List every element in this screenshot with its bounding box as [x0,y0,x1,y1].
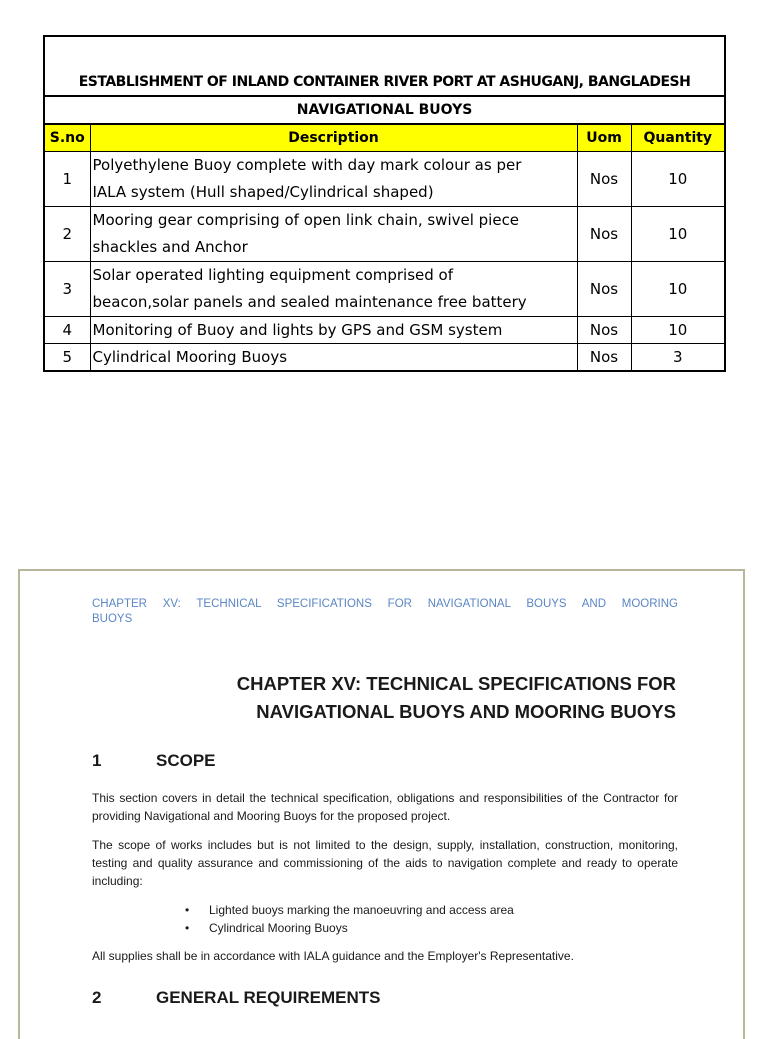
running-header-line: BUOYS [92,613,133,625]
description-line: Solar operated lighting equipment comprised of [92,266,454,284]
cell-uom: Nos [577,207,631,262]
cell-sno: 5 [44,344,90,372]
table-row [44,317,725,344]
section-title: SCOPE [156,751,216,770]
chapter-title [237,670,676,726]
cell-description: Monitoring of Buoy and lights by GPS and GSM system [90,317,577,344]
bullet-icon: • [185,921,190,935]
cell-sno: 4 [44,317,90,344]
cell-quantity: 10 [631,207,725,262]
cell-uom: Nos [577,262,631,317]
paragraph: This section covers in detail the technical specification, obligations and responsibilities of the Contractor for providing Navigational and Mooring Buoys for the proposed project. [92,791,678,823]
paragraph: The scope of works includes but is not limited to the design, supply, installation, construction, monitoring, testing and quality assurance and commissioning of the aids to navigation complete and ready to operate including: [92,838,678,888]
chapter-title-line: NAVIGATIONAL BUOYS AND MOORING BUOYS [256,701,676,722]
description-line: IALA system (Hull shaped/Cylindrical shaped) [92,183,434,201]
table-row [44,262,725,317]
cell-uom: Nos [577,344,631,372]
description-line: Polyethylene Buoy complete with day mark colour as per [92,156,522,174]
cell-uom: Nos [577,317,631,344]
cell-description: Cylindrical Mooring Buoys [90,344,577,372]
list-item-text: Cylindrical Mooring Buoys [209,921,348,935]
document-page-preview [18,569,745,1039]
table-header-row [44,124,725,152]
table-row [44,344,725,372]
running-header [92,597,678,627]
description-line: shackles and Anchor [92,238,248,256]
column-header-uom: Uom [577,124,631,152]
cell-description [90,262,577,317]
section-number: 2 [92,988,102,1007]
description-line: Mooring gear comprising of open link chain, swivel piece [92,211,520,229]
list-item [185,901,514,919]
cell-description [90,207,577,262]
column-header-quantity: Quantity [631,124,725,152]
bullet-list [185,901,514,937]
cell-description [90,152,577,207]
section-number: 1 [92,751,102,770]
table-title: ESTABLISHMENT OF INLAND CONTAINER RIVER PORT AT ASHUGANJ, BANGLADESH [44,36,725,96]
cell-sno: 2 [44,207,90,262]
cell-quantity: 3 [631,344,725,372]
buoys-table [43,35,726,372]
description-line: beacon,solar panels and sealed maintenance free battery [92,293,527,311]
column-header-sno: S.no [44,124,90,152]
table-subtitle: NAVIGATIONAL BUOYS [44,96,725,124]
section-title: GENERAL REQUIREMENTS [156,988,381,1007]
chapter-title-line: CHAPTER XV: TECHNICAL SPECIFICATIONS FOR [236,673,676,694]
cell-quantity: 10 [631,262,725,317]
bullet-icon: • [185,903,190,917]
running-header-line: CHAPTER XV: TECHNICAL SPECIFICATIONS FOR NAVIGATIONAL BOUYS AND MOORING [92,598,678,610]
table-row [44,152,725,207]
list-item-text: Lighted buoys marking the manoeuvring and access area [209,903,514,917]
cell-sno: 1 [44,152,90,207]
column-header-description: Description [90,124,577,152]
cell-quantity: 10 [631,152,725,207]
paragraph: All supplies shall be in accordance with IALA guidance and the Employer's Representative. [92,949,574,963]
cell-quantity: 10 [631,317,725,344]
cell-uom: Nos [577,152,631,207]
cell-sno: 3 [44,262,90,317]
list-item [185,919,514,937]
table-row [44,207,725,262]
